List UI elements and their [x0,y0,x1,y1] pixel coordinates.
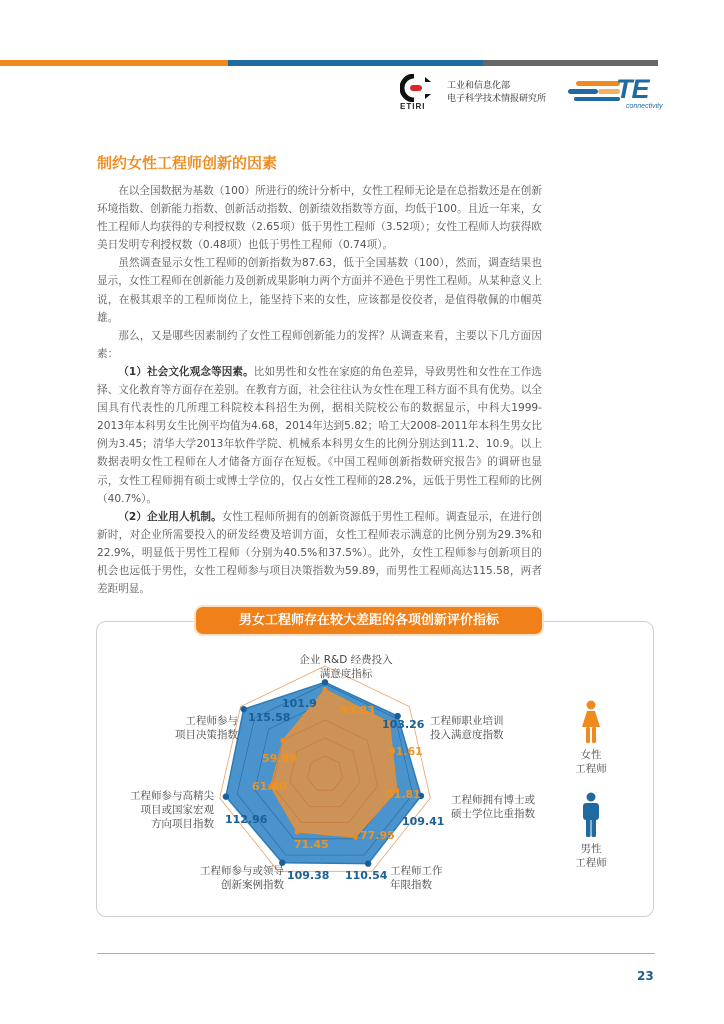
te-connectivity-logo [568,74,663,114]
axis-label-line: 年限指数 [390,879,432,891]
legend-label-male-line2: 工程师 [575,857,607,869]
header-color-bar [0,60,658,66]
org-name-line2: 电子科学技术情报研究所 [447,94,547,104]
axis-label-rd-funding [276,653,416,681]
female-value-3: 77.95 [360,829,395,842]
bar-gray-segment [483,60,658,66]
axis-label-line: 项目决策指数 [175,729,238,741]
chart-legend [566,700,616,870]
org-name-line1: 工业和信息化部 [447,81,511,91]
axis-label-line: 工程师拥有博士或 [451,794,535,806]
female-value-5: 61.80 [252,780,287,793]
female-value-0: 93.83 [340,704,375,717]
legend-item-male [566,792,616,870]
axis-label-decision [138,714,238,742]
axis-label-training [430,714,504,742]
female-value-6: 59.89 [262,752,297,765]
chart-title: 男女工程师存在较大差距的各项创新评价指标 [196,607,542,634]
etiri-abbr: ETIRI [400,102,426,111]
body-text [97,182,542,598]
male-value-2: 109.41 [402,815,445,828]
paragraph-1 [97,182,542,254]
female-icon [580,700,602,744]
axis-label-degree [451,793,535,821]
axis-label-line: 工程师工作 [390,865,443,877]
paragraph-5-lead: （2）企业用人机制。 [118,510,222,523]
paragraph-1-text: 在以全国数据为基数（100）所进行的统计分析中，女性工程师无论是在总指数还是在创新环境指数、创新能力指数、创新活动指数、创新绩效指数等方面，均低于100。且近一年来，女性工程师人均获得的专利授权数（2.65项）低于男性工程师（3.52项）；女性工程师人均获得欧美日发明专利授权数（0.48项）也低于男性工程师（0.74项）。 [97,185,542,252]
section-title: 制约女性工程师创新的因素 [97,154,278,172]
legend-label-male-line1: 男性 [580,843,602,855]
axis-label-line: 企业 R&D 经费投入 [299,654,393,666]
axis-label-work-years [390,864,443,892]
axis-label-line: 工程师参与或领导 [200,865,284,877]
axis-label-line: 创新案例指数 [221,879,284,891]
axis-label-line: 硕士学位比重指数 [451,808,535,820]
paragraph-4 [97,363,542,508]
male-value-0: 101.9 [282,697,317,710]
bar-orange-segment [0,60,228,66]
etiri-logo [398,74,446,114]
male-value-1: 103.26 [382,718,425,731]
axis-label-line: 工程师参与高精尖 [130,790,214,802]
axis-label-line: 方向项目指数 [151,818,214,830]
female-data-point [280,738,285,743]
axis-label-high-end-projects [114,789,214,831]
org-name [447,80,546,106]
te-stripes-icon [568,80,622,102]
legend-item-female [566,700,616,776]
female-data-point [295,829,300,834]
paragraph-2-text: 虽然调查显示女性工程师的创新指数为87.63，低于全国基数（100），然而，调查结果也显示，女性工程师在创新能力及创新成果影响力两个方面并不逊色于男性工程师。从某种意义上说，在极其艰辛的工程师岗位上，能坚持下来的女性，应该都是佼佼者，是值得敬佩的巾帼英雄。 [97,257,542,324]
female-value-4: 71.45 [294,838,329,851]
paragraph-3-text: 那么，又是哪些因素制约了女性工程师创新能力的发挥？从调查来看，主要以下几方面因素： [97,329,542,360]
axis-label-line: 满意度指标 [319,668,373,680]
paragraph-4-text: 比如男性和女性在家庭的角色差异，导致男性和女性在工作选择、文化教育等方面存在差别。在教育方面，社会往往认为女性在理工科方面不具有优势。以全国具有代表性的几所理工科院校本科招生为例，据相关院校公布的数据显示，中科大1999-2013年本科男女生比例平均值为4.68，2014年达到5.82；哈工大2008-2011年本科生男女比例为3.45；清华大学2013年软件学院、机械系本科男女生的比例分别达到11.2、10.9。以上数据表明女性工程师在人才储备方面存在短板。《中国工程师创新指数研究报告》的调研也显示，女性工程师拥有硕士或博士学位的，仅占女性工程师的28.2%，远低于男性工程师的比例（40.7%）。 [97,365,542,505]
legend-label-female-line1: 女性 [580,749,602,761]
male-data-point [365,860,371,866]
female-data-point [353,835,358,840]
male-value-5: 112.96 [225,813,268,826]
male-value-4: 109.38 [287,869,330,882]
te-brand: TE [616,74,649,104]
male-data-point [240,706,246,712]
axis-label-line: 工程师职业培训 [430,715,504,727]
male-data-point [223,793,229,799]
axis-label-line: 工程师参与 [185,715,238,727]
paragraph-2 [97,254,542,326]
bar-blue-segment [228,60,483,66]
te-tagline: connectivity [626,103,663,110]
etiri-mark-icon [400,74,434,102]
paragraph-5 [97,508,542,598]
male-value-3: 110.54 [345,869,388,882]
female-value-2: 81.81 [386,788,421,801]
legend-label-female-line2: 工程师 [575,763,607,775]
female-data-point [323,687,328,692]
axis-label-line: 投入满意度指数 [430,729,504,741]
paragraph-4-lead: （1）社会文化观念等因素。 [118,365,254,378]
female-value-1: 91.61 [388,745,423,758]
page-number: 23 [637,969,654,983]
axis-label-innovation-cases [184,864,284,892]
male-value-6: 115.58 [248,711,291,724]
paragraph-3 [97,327,542,363]
axis-label-line: 项目或国家宏观 [140,804,214,816]
paragraph-5-text: 女性工程师所拥有的创新资源低于男性工程师。调查显示，在进行创新时，对企业所需要投入的研发经费及培训方面，女性工程师表示满意的比例分别为29.3%和22.9%，明显低于男性工程师（分别为40.5%和37.5%）。此外，女性工程师参与创新项目的机会也远低于男性，女性工程师参与项目决策指数为59.89，而男性工程师高达115.58，两者差距明显。 [97,510,542,596]
male-icon [580,792,602,838]
footer-divider [97,953,655,954]
